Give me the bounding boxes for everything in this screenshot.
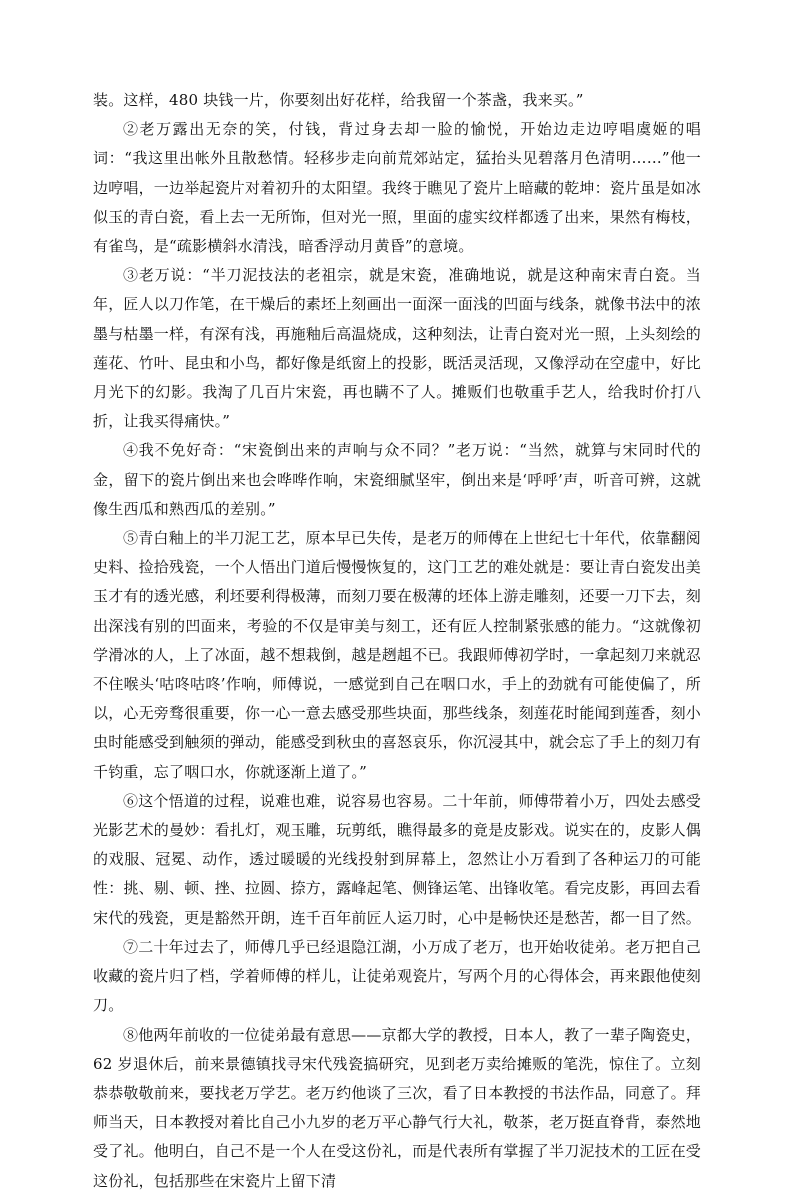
paragraph-4: ④我不免好奇：“宋瓷倒出来的声响与众不同？”老万说：“当然，就算与宋同时代的金，留下的瓷片倒出来也会哗哗作响，宋瓷细腻坚牢，倒出来是‘呼呼’声，听音可辨，这就像生西瓜和熟西瓜的差别。” — [93, 441, 701, 518]
paragraph-1: 装。这样，480 块钱一片，你要刻出好花样，给我留一个茶盏，我来买。” — [93, 91, 584, 109]
paragraph-6: ⑥这个悟道的过程，说难也难，说容易也容易。二十年前，师傅带着小万，四处去感受光影艺术的曼妙：看扎灯，观玉雕，玩剪纸，瞧得最多的竟是皮影戏。说实在的，皮影人偶的戏服、冠冕、动作，透过暖暖的光线投射到屏幕上，忽然让小万看到了各种运刀的可能性：挑、剔、顿、挫、拉圆、捺方，露峰起笔、侧锋运笔、出锋收笔。看完皮影，再回去看宋代的残瓷，更是豁然开朗，连千百年前匠人运刀时，心中是畅快还是愁苦，都一目了然。 — [93, 791, 702, 927]
paragraph-8: ⑧他两年前收的一位徒弟最有意思——京都大学的教授，日本人，教了一辈子陶瓷史，62 岁退休后，前来景德镇找寻宋代残瓷搞研究，见到老万卖给摊贩的笔洗，惊住了。立刻恭恭敬敬前来，要找老万学艺。老万约他谈了三次，看了日本教授的书法作品，同意了。拜师当天，日本教授对着比自己小九岁的老万平心静气行大礼，敬茶，老万挺直脊背，泰然地受了礼。他明白，自己不是一个人在受这份礼，而是代表所有掌握了半刀泥技术的工匠在受这份礼，包括那些在宋瓷片上留下清 — [93, 1025, 702, 1190]
paragraph-5: ⑤青白釉上的半刀泥工艺，原本早已失传，是老万的师傅在上世纪七十年代，依靠翻阅史料、捡拾残瓷，一个人悟出门道后慢慢恢复的，这门工艺的难处就是：要让青白瓷发出美玉才有的透光感，利坯要利得极薄，而刻刀要在极薄的坯体上游走雕刻，还要一刀下去，刻出深浅有别的凹面来，考验的不仅是审美与刻工，还有匠人控制紧张感的能力。“这就像初学滑冰的人，上了冰面，越不想栽倒，越是趔趄不已。我跟师傅初学时，一拿起刻刀来就忍不住喉头‘咕咚咕咚’作响，师傅说，一感觉到自己在咽口水，手上的劲就有可能使偏了，所以，心无旁骛很重要，你一心一意去感受那些块面，那些线条，刻莲花时能闻到莲香，刻小虫时能感受到触须的弹动，能感受到秋虫的喜怒哀乐，你沉浸其中，就会忘了手上的刻刀有千钧重，忘了咽口水，你就逐渐上道了。” — [93, 529, 702, 781]
paragraph-7: ⑦二十年过去了，师傅几乎已经退隐江湖，小万成了老万，也开始收徒弟。老万把自己收藏的瓷片归了档，学着师傅的样儿，让徒弟观瓷片，写两个月的心得体会，再来跟他使刻刀。 — [93, 937, 702, 1015]
paragraph-3: ③老万说：“半刀泥技法的老祖宗，就是宋瓷，准确地说，就是这种南宋青白瓷。当年，匠人以刀作笔，在干燥后的素坯上刻画出一面深一面浅的凹面与线条，就像书法中的浓墨与枯墨一样，有深有浅，再施釉后高温烧成，这种刻法，让青白瓷对光一照，上头刻绘的莲花、竹叶、昆虫和小鸟，都好像是纸窗上的投影，既活灵活现，又像浮动在空虚中，好比月光下的幻影。我淘了几百片宋瓷，再也瞒不了人。摊贩们也敬重手艺人，给我时价打八折，让我买得痛快。” — [93, 266, 702, 431]
document-page — [93, 86, 701, 1196]
paragraph-2: ②老万露出无奈的笑，付钱，背过身去却一脸的愉悦，开始边走边哼唱虞姬的唱词：“我这里出帐外且散愁情。轻移步走向前荒郊站定，猛抬头见碧落月色清明……”他一边哼唱，一边举起瓷片对着初升的太阳望。我终于瞧见了瓷片上暗藏的乾坤：瓷片虽是如冰似玉的青白瓷，看上去一无所饰，但对光一照，里面的虚实纹样都透了出来，果然有梅枝，有雀鸟，是“疏影横斜水清浅，暗香浮动月黄昏”的意境。 — [93, 120, 702, 256]
